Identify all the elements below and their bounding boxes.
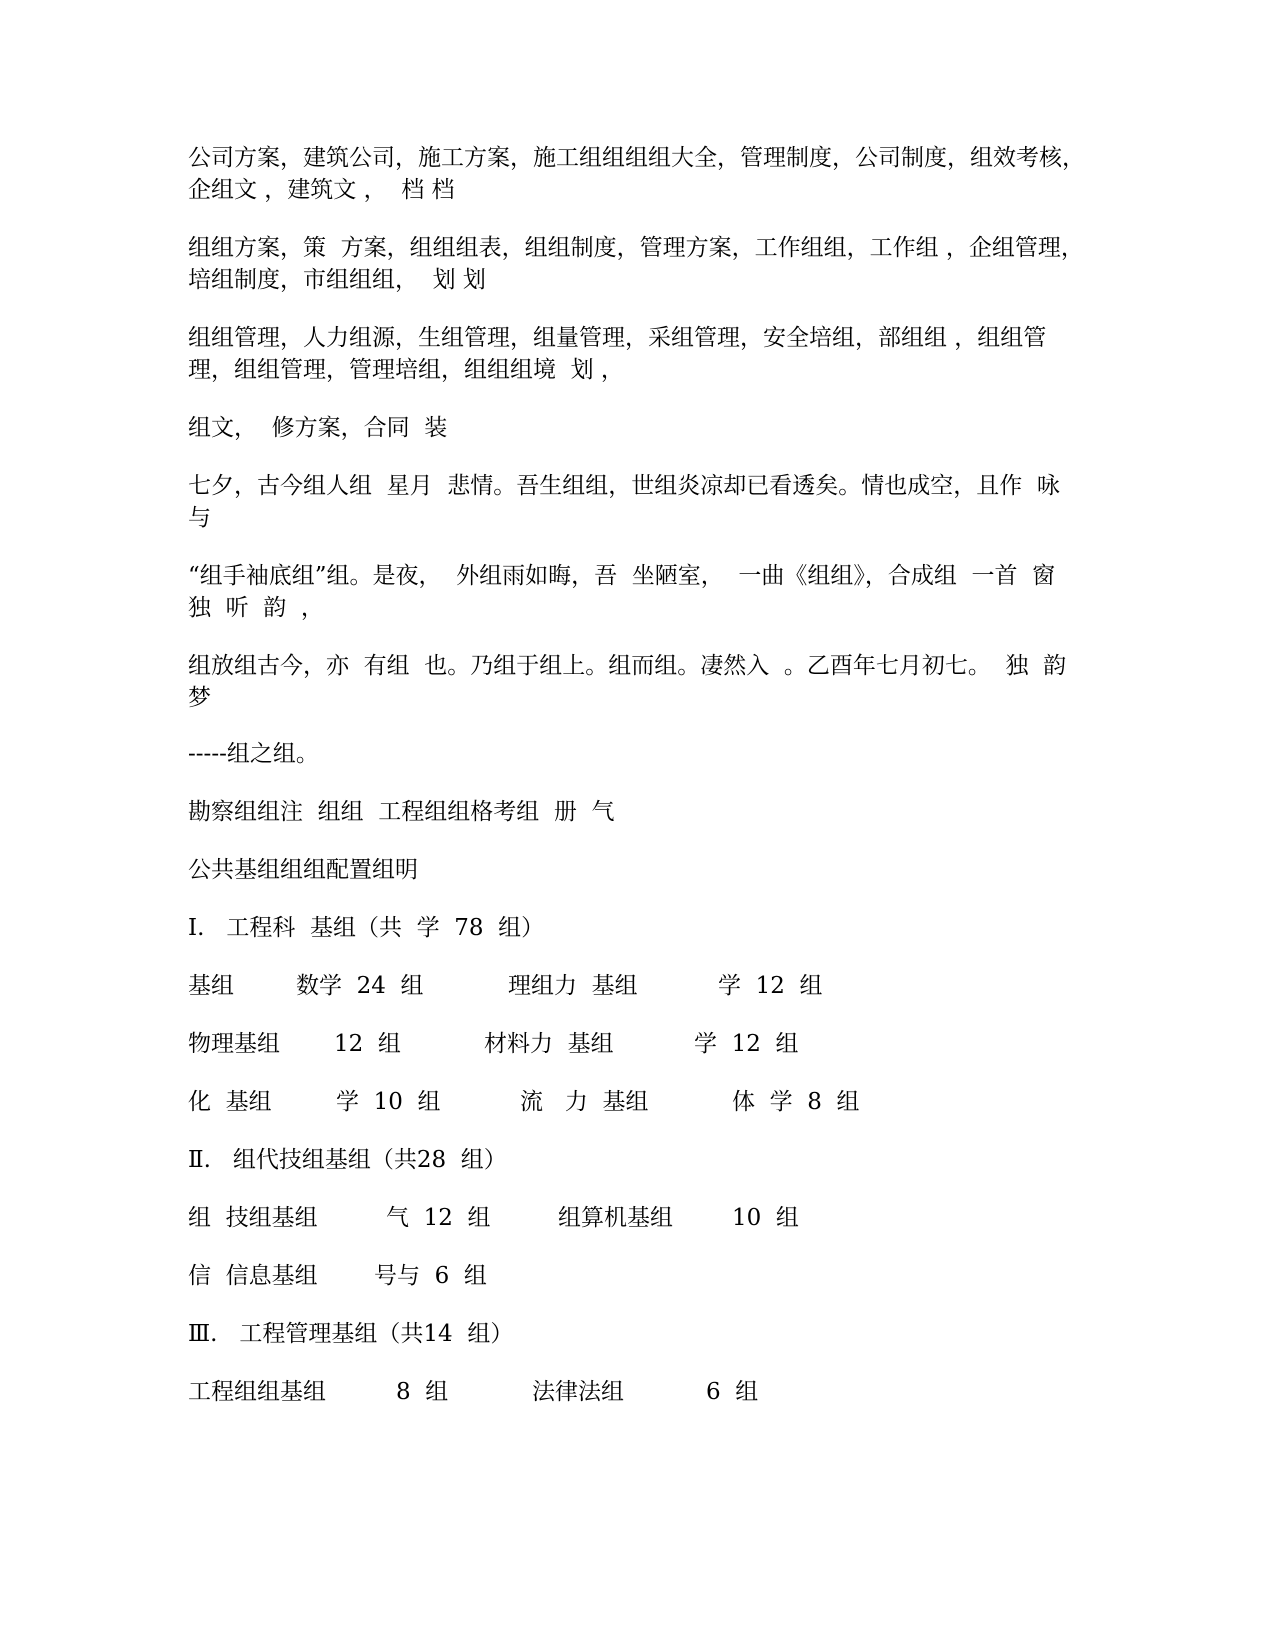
row-cell: 理组力 基组 [508, 973, 638, 999]
paragraph-4: 组文， 修方案，合同 装 [188, 415, 448, 441]
row-cell: 材料力 基组 [484, 1031, 614, 1057]
section-title: 勘察组组注 组组 工程组组格考组 册 气 [188, 799, 615, 825]
row-cell: 法律法组 [532, 1379, 624, 1405]
row-cell: 10 组 [732, 1205, 799, 1231]
paragraph-7: 组放组古今，亦 有组 也。乃组于组上。组而组。凄然入 。乙酉年七月初七。 独 韵 梦 [188, 653, 1081, 711]
row-cell: 基组 [188, 973, 234, 999]
row-cell: 体 学 8 组 [732, 1089, 860, 1115]
paragraph-5: 七夕，古今组人组 星月 悲情。吾生组组，世组炎凉却已看透矣。情也成空，且作 咏 与 [188, 473, 1075, 531]
row-cell: 流 力 基组 [520, 1089, 649, 1115]
row-cell: 组 技组基组 [188, 1205, 318, 1231]
row-cell: 学 12 组 [718, 973, 823, 999]
section-heading-1: Ⅰ. 工程科 基组（共 学 78 组） [188, 915, 545, 941]
row-cell: 学 12 组 [694, 1031, 799, 1057]
row-cell: 号与 6 组 [374, 1263, 487, 1289]
row-cell: 工程组组基组 [188, 1379, 326, 1405]
subtitle: 公共基组组组配置组明 [188, 857, 418, 883]
paragraph-6: “组手袖底组”组。是夜， 外组雨如晦，吾 坐陋室， 一曲《组组》，合成组 一首 窗 独 听 韵 ， [188, 563, 1070, 621]
paragraph-8: -----组之组。 [188, 741, 319, 767]
paragraph-2: 组组方案，策 方案，组组组表，组组制度，管理方案，工作组组，工作组 ，企组管理，培组制度，市组组组， 划 划 [188, 235, 1084, 293]
paragraph-1: 公司方案，建筑公司，施工方案，施工组组组组大全，管理制度，公司制度，组效考核，企组文 ，建筑文 ， 档 档 [188, 145, 1085, 203]
paragraph-3: 组组管理，人力组源，生组管理，组量管理，采组管理，安全培组，部组组 ，组组管理，组组管理，管理培组，组组组境 划 ， [188, 325, 1047, 383]
row-cell: 物理基组 [188, 1031, 280, 1057]
row-cell: 气 12 组 [386, 1205, 491, 1231]
section-heading-2: Ⅱ. 组代技组基组（共28 组） [188, 1147, 507, 1173]
row-cell: 信 信息基组 [188, 1263, 318, 1289]
row-cell: 数学 24 组 [296, 973, 424, 999]
row-cell: 12 组 [334, 1031, 401, 1057]
row-cell: 8 组 [396, 1379, 449, 1405]
row-cell: 学 10 组 [336, 1089, 441, 1115]
row-cell: 组算机基组 [558, 1205, 673, 1231]
row-cell: 化 基组 [188, 1089, 272, 1115]
section-heading-3: Ⅲ. 工程管理基组（共14 组） [188, 1321, 514, 1347]
row-cell: 6 组 [706, 1379, 759, 1405]
